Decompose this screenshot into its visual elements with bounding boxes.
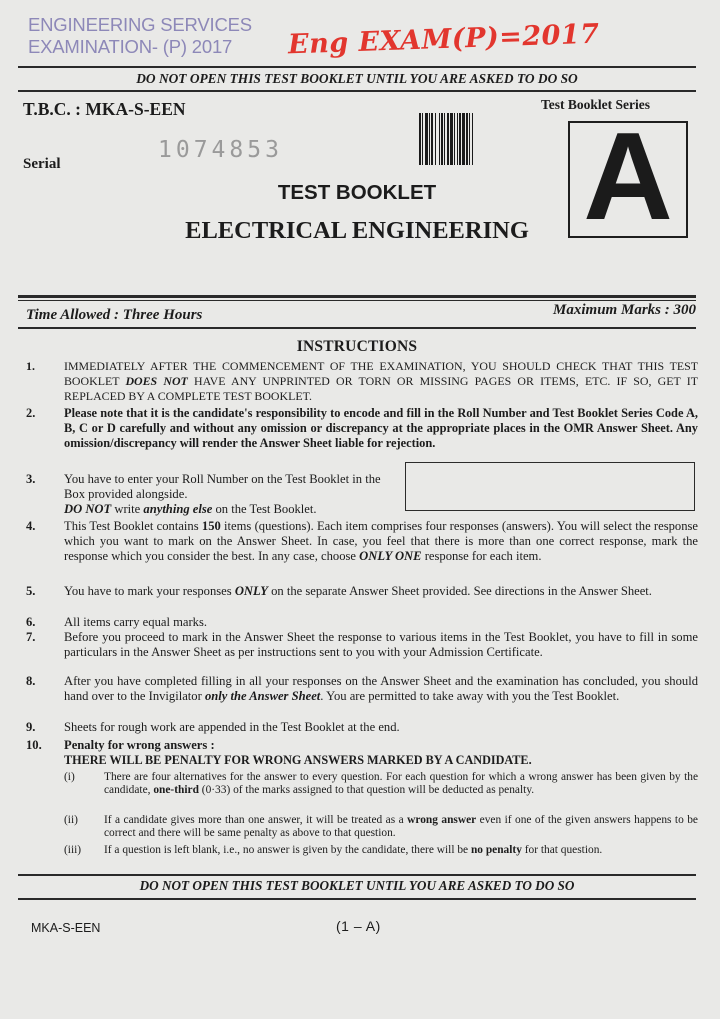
emphasis-text: anything else <box>143 502 213 517</box>
info-bottom-rule <box>18 327 696 329</box>
emphasis-text: wrong answer <box>407 814 477 826</box>
handwritten-note: Eng EXAM(P)=2017 <box>287 18 600 61</box>
exam-stamp <box>28 14 252 58</box>
instruction-text: items (questions). Each item comprises four responses (answers). You will select the response which you want to mark on the Answer Sheet. In case, you feel that there is more than one correct response, mark the response which you consider the best. In any case, choose <box>64 519 698 564</box>
emphasis-text: DO NOT <box>64 502 112 517</box>
stamp-line-1: ENGINEERING SERVICES <box>28 14 252 35</box>
instruction-number: 10. <box>26 738 42 752</box>
instruction-9 <box>26 720 698 735</box>
roll-number-box[interactable] <box>405 462 695 511</box>
serial-number: 1074853 <box>158 137 283 163</box>
instruction-number: 7. <box>26 630 36 644</box>
penalty-number: (i) <box>64 771 75 783</box>
barcode-image <box>418 113 522 165</box>
penalty-number: (iii) <box>64 844 82 856</box>
penalty-text: There are four alternatives for the answer to every question. For each question for which a wrong answer has been given by the candidate, <box>104 771 698 797</box>
instruction-text: HAVE ANY UNPRINTED OR TORN OR MISSING PAGES OR ITEMS, ETC. IF SO, GET IT REPLACED BY A COMPLETE TEST BOOKLET. <box>64 374 698 404</box>
instruction-text: Penalty for wrong answers : <box>64 738 215 752</box>
instruction-text: After you have completed filling in all your responses on the Answer Sheet and the examination has concluded, you should hand over to the Invigilator <box>64 674 698 704</box>
instruction-text: on the Test Booklet. <box>212 502 317 517</box>
instruction-text: You have to enter your Roll Number on the Test Booklet in the Box provided alongside. <box>64 472 381 502</box>
instruction-text: write <box>111 502 144 517</box>
instruction-text: on the separate Answer Sheet provided. See directions in the Answer Sheet. <box>267 584 652 598</box>
instruction-10 <box>26 738 698 753</box>
instruction-text: Before you proceed to mark in the Answer Sheet the response to various items in the Test Booklet, you have to fill in some particulars in the Answer Sheet as per instructions sent to you with your Admission Certificate. <box>64 630 698 660</box>
instruction-4 <box>26 519 698 565</box>
instruction-text: This Test Booklet contains <box>64 519 202 533</box>
emphasis-text: 150 <box>201 519 221 533</box>
instruction-text: You have to mark your responses <box>64 584 235 598</box>
instruction-text: response for each item. <box>421 549 542 564</box>
instruction-text: IMMEDIATELY AFTER THE COMMENCEMENT OF THE EXAMINATION, YOU SHOULD CHECK THAT THIS TEST BOOKLET <box>64 359 698 389</box>
instruction-text: . You are permitted to take away with you the Test Booklet. <box>320 689 620 704</box>
instruction-1 <box>26 359 698 405</box>
page-number: (1 – A) <box>336 918 381 934</box>
instruction-text: Please note that it is the candidate's responsibility to encode and fill in the Roll Number and Test Booklet Series Code A, B, C or D carefully and without any omission or discrepancy at the appropriate places in the OMR Answer Sheet. Any omission/discrepancy will render the Answer Sheet liable for rejection. <box>64 406 698 451</box>
penalty-text: If a question is left blank, i.e., no answer is given by the candidate, there will be <box>104 844 471 856</box>
series-label: Test Booklet Series <box>541 97 650 112</box>
footer-code: MKA-S-EEN <box>31 921 101 935</box>
penalty-text: for that question. <box>521 844 603 856</box>
info-top-rule <box>18 295 696 298</box>
bottom-banner-rule <box>18 874 696 876</box>
instruction-7 <box>26 630 698 660</box>
instruction-8 <box>26 674 698 704</box>
bottom-warning-banner: DO NOT OPEN THIS TEST BOOKLET UNTIL YOU ARE ASKED TO DO SO <box>139 878 575 893</box>
instruction-text: All items carry equal marks. <box>64 615 208 629</box>
serial-label: Serial <box>23 156 61 172</box>
bottom-rule <box>18 898 696 900</box>
penalty-item-1 <box>64 771 698 798</box>
emphasis-text: only the Answer Sheet <box>204 689 321 704</box>
emphasis-text: no penalty <box>470 844 522 856</box>
penalty-text: If a candidate gives more than one answer, it will be treated as a <box>104 814 408 826</box>
instruction-number: 5. <box>26 584 36 598</box>
instruction-text: Sheets for rough work are appended in the Test Booklet at the end. <box>64 720 400 734</box>
emphasis-text: ONLY <box>234 584 268 598</box>
instructions-heading: INSTRUCTIONS <box>296 338 418 355</box>
info-top-rule-thin <box>18 300 696 301</box>
tbc-code: T.B.C. : MKA-S-EEN <box>23 99 186 119</box>
instruction-3 <box>26 472 390 518</box>
booklet-title: TEST BOOKLET <box>277 181 437 204</box>
emphasis-text: DOES NOT <box>125 374 188 389</box>
penalty-number: (ii) <box>64 814 78 826</box>
maximum-marks: Maximum Marks : 300 <box>553 302 696 318</box>
instruction-number: 2. <box>26 406 36 420</box>
subject-title: ELECTRICAL ENGINEERING <box>185 217 529 244</box>
instruction-number: 6. <box>26 615 36 629</box>
instruction-5 <box>26 584 698 599</box>
penalty-text: (0·33) of the marks assigned to that question will be deducted as penalty. <box>198 784 535 797</box>
instruction-number: 4. <box>26 519 36 533</box>
emphasis-text: one-third <box>153 784 199 797</box>
penalty-item-2 <box>64 814 698 841</box>
top-warning-banner: DO NOT OPEN THIS TEST BOOKLET UNTIL YOU ARE ASKED TO DO SO <box>136 71 578 86</box>
stamp-line-2: EXAMINATION- (P) 2017 <box>28 36 233 57</box>
instruction-2 <box>26 406 698 452</box>
instruction-number: 8. <box>26 674 36 688</box>
penalty-heading: THERE WILL BE PENALTY FOR WRONG ANSWERS MARKED BY A CANDIDATE. <box>64 753 532 767</box>
instruction-number: 9. <box>26 720 36 734</box>
emphasis-text: ONLY ONE <box>359 549 422 564</box>
penalty-text: even if one of the given answers happens to be correct and there will be same penalty as above to that question. <box>104 814 698 840</box>
instruction-number: 1. <box>26 359 35 373</box>
banner-rule <box>18 90 696 92</box>
instruction-6 <box>26 615 698 630</box>
top-rule <box>18 66 696 68</box>
series-letter: A <box>583 107 673 246</box>
instruction-number: 3. <box>26 472 36 486</box>
time-allowed: Time Allowed : Three Hours <box>26 307 203 323</box>
penalty-item-3 <box>64 844 698 857</box>
